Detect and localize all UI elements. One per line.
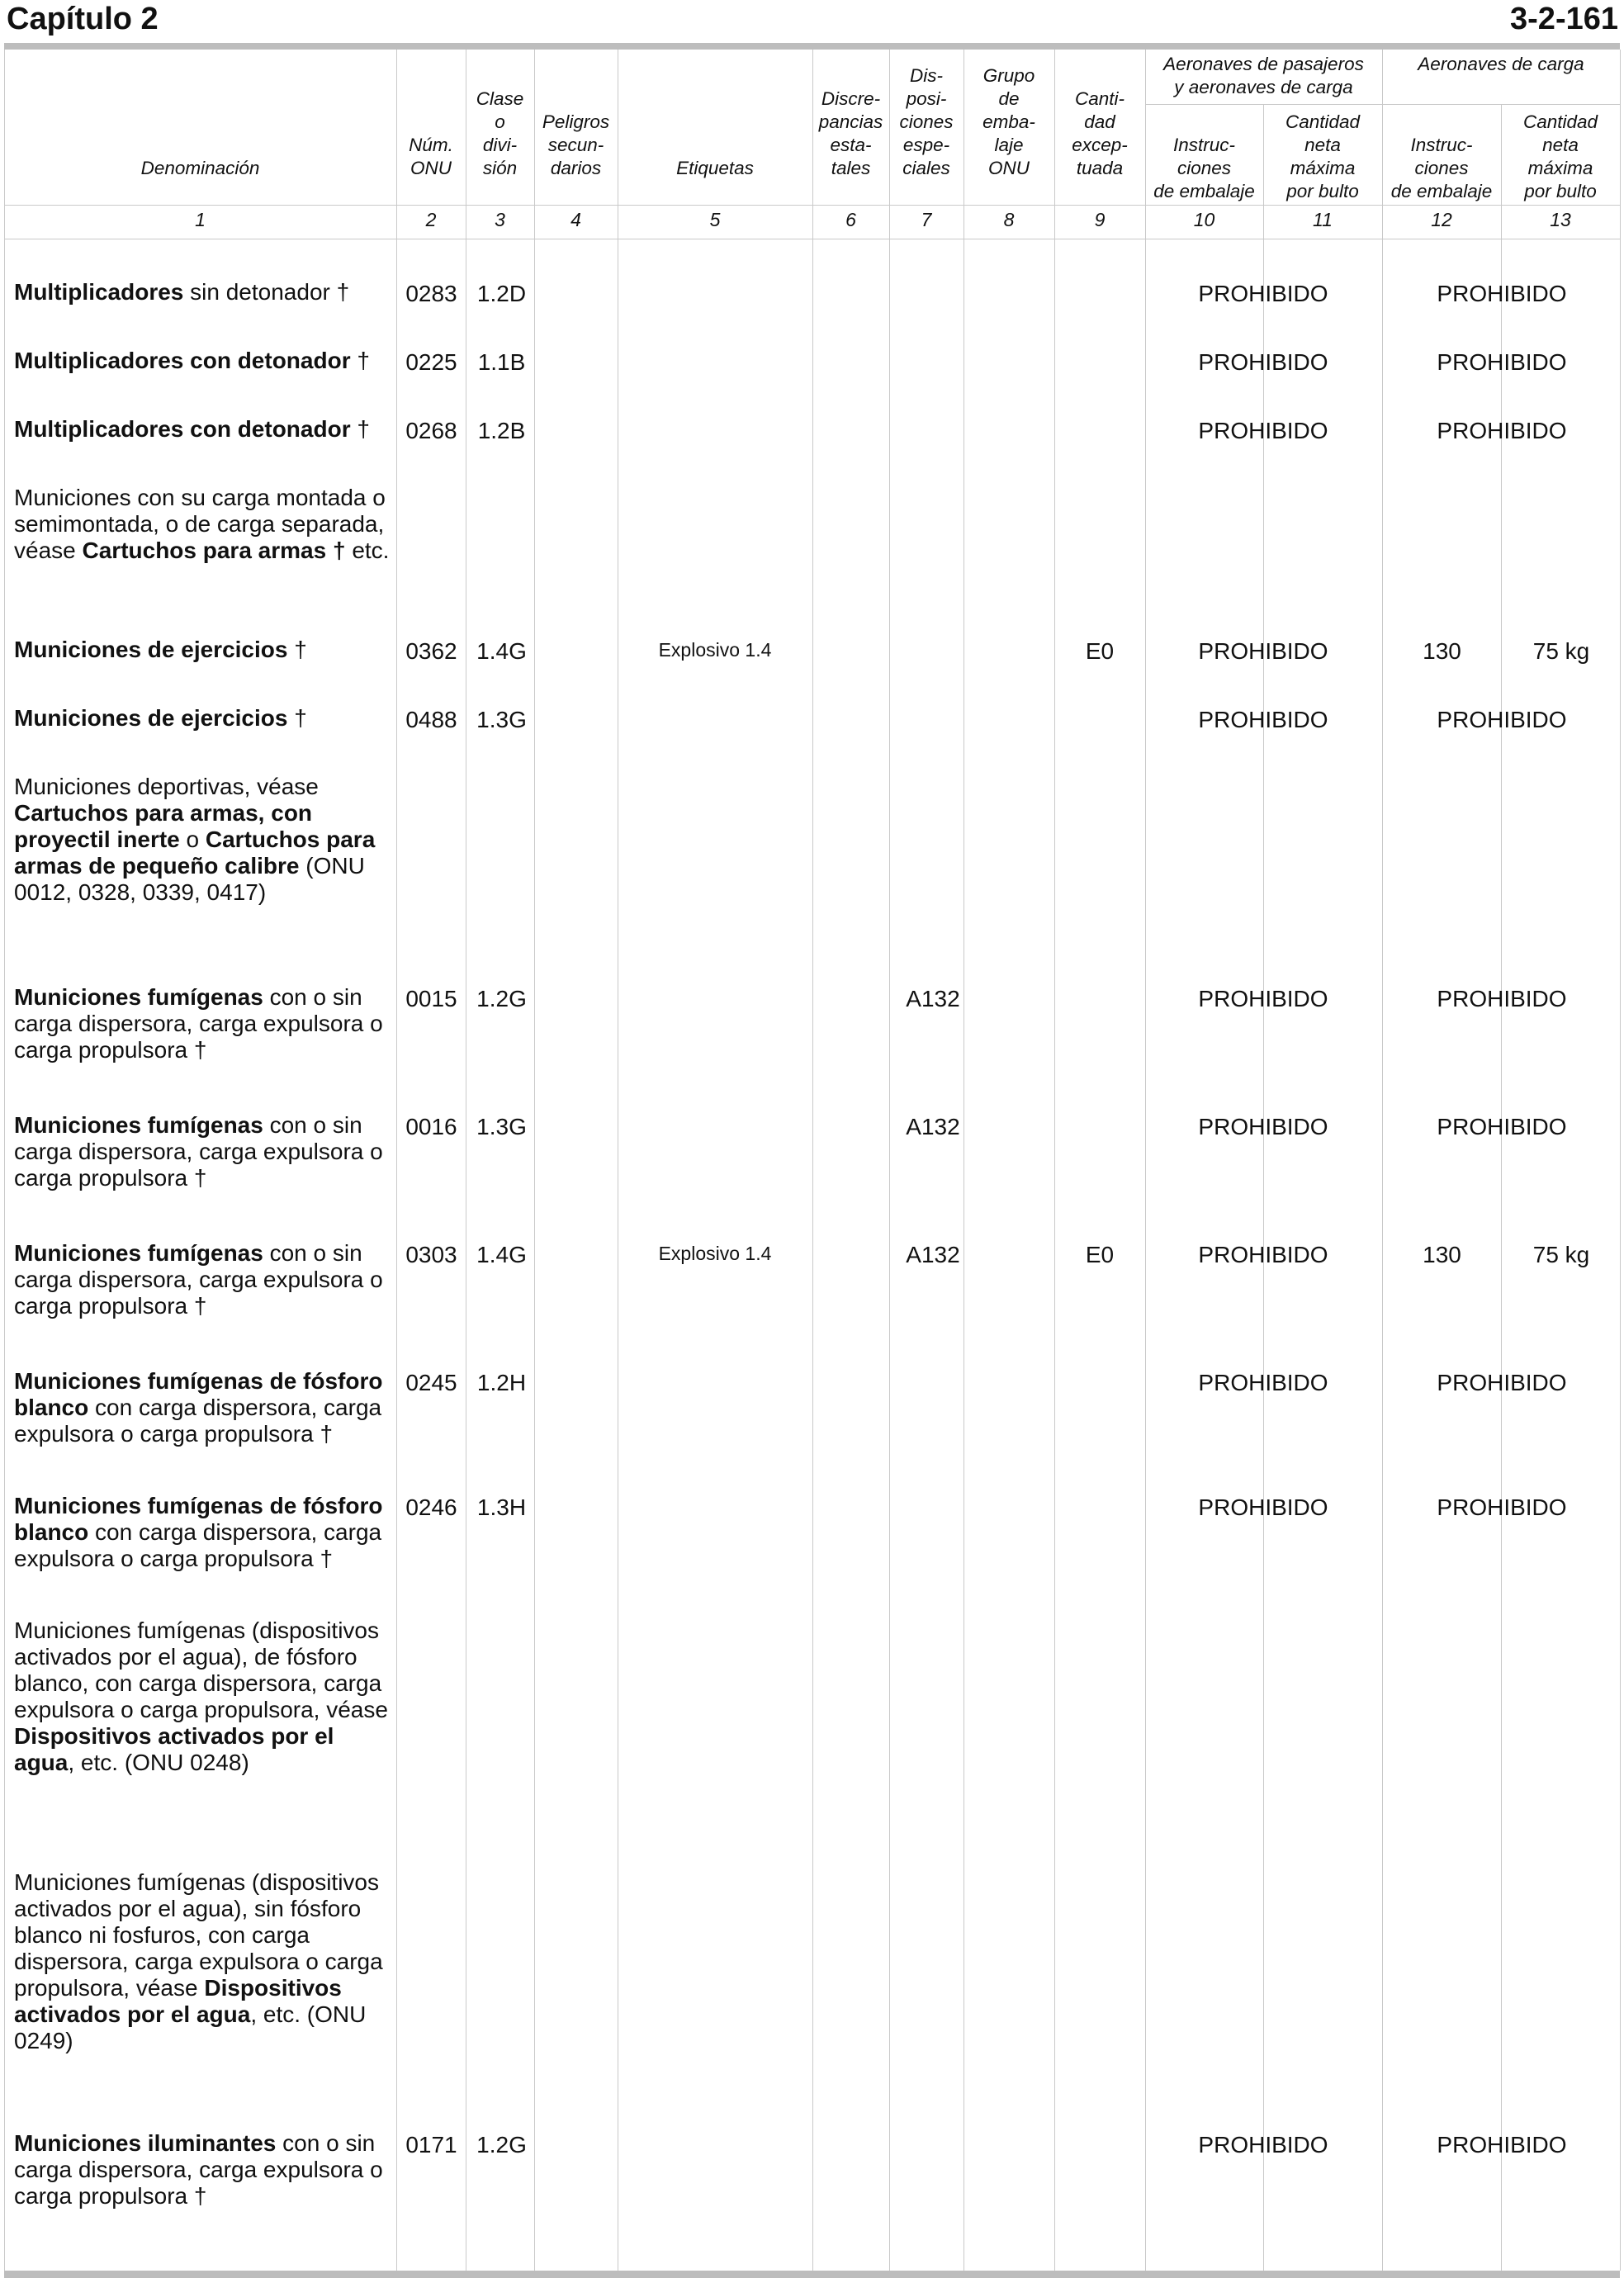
col-header-cantidad-neta: Cantidad neta máxima por bulto: [1285, 111, 1361, 201]
pax-packing-cell: PROHIBIDO: [1198, 1114, 1328, 1139]
special-provisions-cell: A132: [906, 1242, 960, 1267]
pax-packing-cell: PROHIBIDO: [1198, 2132, 1328, 2157]
grid-line: [1620, 50, 1621, 2271]
col-number: 9: [1094, 209, 1106, 230]
denomination-bold-text: Multiplicadores con detonador: [14, 348, 351, 373]
class-division-cell: 1.1B: [477, 349, 526, 375]
class-division-cell: 1.4G: [476, 1242, 527, 1267]
denomination-cell: [14, 1368, 394, 1447]
col-header-cantidad-exceptuada: Canti- dad excep- tuada: [1072, 88, 1128, 178]
cao-max-quantity-cell: 75 kg: [1532, 638, 1590, 664]
denomination-text: con o sin carga dispersora, carga expulsora o carga propulsora †: [14, 1112, 383, 1191]
un-number-cell: 0246: [405, 1494, 457, 1520]
denomination-bold-text: Municiones de ejercicios: [14, 705, 288, 731]
denomination-bold-text: Dispositivos activados por el agua: [14, 1723, 334, 1775]
pax-packing-cell: PROHIBIDO: [1198, 986, 1328, 1011]
special-provisions-cell: A132: [906, 1114, 960, 1139]
denomination-text: o: [179, 827, 206, 852]
col-number: 6: [845, 209, 856, 230]
denomination-cell: [14, 774, 394, 906]
pax-packing-cell: PROHIBIDO: [1198, 418, 1328, 443]
col-number: 13: [1550, 209, 1571, 230]
denomination-cell: [14, 348, 394, 374]
col-number: 2: [425, 209, 437, 230]
cao-packing-cell: PROHIBIDO: [1437, 986, 1567, 1011]
denomination-bold-text: Municiones fumígenas de fósforo blanco: [14, 1368, 383, 1420]
denomination-text: Municiones fumígenas (dispositivos activados por el agua), de fósforo blanco, con carga dispersora, carga expulsora o carga propulsora, véase: [14, 1618, 388, 1722]
denomination-bold-text: Dispositivos activados por el agua: [14, 1975, 342, 2027]
col-number: 3: [495, 209, 505, 230]
class-division-cell: 1.4G: [476, 638, 527, 664]
class-division-cell: 1.3H: [476, 1494, 527, 1520]
un-number-cell: 0303: [405, 1242, 457, 1267]
denomination-text: Municiones con su carga montada o semimontada, o de carga separada, véase: [14, 485, 386, 563]
class-division-cell: 1.2G: [476, 986, 527, 1011]
denomination-text: con carga dispersora, carga expulsora o carga propulsora †: [14, 1395, 382, 1447]
denomination-text: con carga dispersora, carga expulsora o carga propulsora †: [14, 1519, 382, 1571]
class-division-cell: 1.3G: [476, 707, 527, 732]
denomination-bold-text: Multiplicadores: [14, 279, 184, 305]
pax-packing-cell: PROHIBIDO: [1198, 1370, 1328, 1395]
un-number-cell: 0015: [405, 986, 457, 1011]
cao-packing-cell: PROHIBIDO: [1437, 281, 1567, 306]
label-cell: Explosivo 1.4: [658, 1243, 772, 1264]
un-number-cell: 0268: [405, 418, 457, 443]
denomination-bold-text: Municiones iluminantes: [14, 2130, 277, 2156]
denomination-text: †: [350, 416, 370, 442]
denomination-cell: [14, 1493, 394, 1572]
denomination-cell: [14, 416, 394, 443]
denomination-text: sin detonador †: [183, 279, 350, 305]
bottom-rule: [4, 2271, 1620, 2278]
cao-packing-instruction-cell: 130: [1423, 638, 1461, 664]
page-header: [0, 0, 1624, 41]
grid-line: [396, 50, 397, 2271]
denomination-cell: [14, 705, 394, 732]
col-header-num-onu: Núm. ONU: [409, 135, 453, 178]
denomination-text: etc.: [345, 538, 390, 563]
col-number: 12: [1431, 209, 1452, 230]
cao-packing-cell: PROHIBIDO: [1437, 1494, 1567, 1520]
col-header-grupo: Grupo de emba- laje ONU: [982, 65, 1035, 178]
denomination-bold-text: Municiones fumígenas: [14, 984, 263, 1010]
cao-max-quantity-cell: 75 kg: [1532, 1242, 1590, 1267]
pax-packing-cell: PROHIBIDO: [1198, 707, 1328, 732]
un-number-cell: 0245: [405, 1370, 457, 1395]
top-rule: [4, 43, 1620, 50]
pax-packing-cell: PROHIBIDO: [1198, 349, 1328, 375]
denomination-cell: [14, 2130, 394, 2210]
denomination-text: con o sin carga dispersora, carga expulsora o carga propulsora †: [14, 984, 383, 1063]
un-number-cell: 0171: [405, 2132, 457, 2157]
denomination-text: , etc. (ONU 0248): [68, 1750, 249, 1775]
page-number: 3-2-161: [1510, 2, 1618, 36]
pax-packing-cell: PROHIBIDO: [1198, 1494, 1328, 1520]
cao-packing-instruction-cell: 130: [1423, 1242, 1461, 1267]
un-number-cell: 0362: [405, 638, 457, 664]
denomination-text: con o sin carga dispersora, carga expulsora o carga propulsora †: [14, 2130, 383, 2209]
denomination-bold-text: Municiones fumígenas: [14, 1112, 263, 1138]
col-header-clase: Clase o divi- sión: [476, 88, 524, 178]
denomination-cell: [14, 1240, 394, 1319]
denomination-bold-text: Multiplicadores con detonador: [14, 416, 351, 442]
denomination-cell: [14, 637, 394, 663]
denomination-bold-text: Municiones fumígenas: [14, 1240, 263, 1266]
grid-line: [534, 50, 535, 2271]
denomination-cell: [14, 1618, 394, 1776]
denomination-cell: [14, 1869, 394, 2054]
col-number: 4: [571, 209, 581, 230]
cao-packing-cell: PROHIBIDO: [1437, 707, 1567, 732]
un-number-cell: 0283: [405, 281, 457, 306]
cao-packing-cell: PROHIBIDO: [1437, 418, 1567, 443]
col-number: 8: [1003, 209, 1015, 230]
denomination-bold-text: Cartuchos para armas †: [82, 538, 346, 563]
special-provisions-cell: A132: [906, 986, 960, 1011]
denomination-bold-text: Cartuchos para armas de pequeño calibre: [14, 827, 376, 879]
class-division-cell: 1.3G: [476, 1114, 527, 1139]
class-division-cell: 1.2D: [476, 281, 527, 306]
grid-line: [4, 205, 1621, 206]
denomination-text: Municiones deportivas, véase: [14, 774, 319, 799]
pax-packing-cell: PROHIBIDO: [1198, 1242, 1328, 1267]
denomination-bold-text: Cartuchos para armas, con proyectil inerte: [14, 800, 313, 852]
cao-packing-cell: PROHIBIDO: [1437, 1114, 1567, 1139]
excepted-quantity-cell: E0: [1085, 1242, 1115, 1267]
col-header-peligros: Peligros secun- darios: [542, 111, 610, 178]
denomination-text: †: [350, 348, 370, 373]
denomination-bold-text: Municiones de ejercicios: [14, 637, 288, 662]
un-number-cell: 0488: [405, 707, 457, 732]
grid-line: [1382, 50, 1383, 2271]
denomination-text: (ONU 0012, 0328, 0339, 0417): [14, 853, 365, 905]
denomination-text: †: [287, 637, 307, 662]
label-cell: Explosivo 1.4: [658, 639, 772, 661]
grid-line: [889, 50, 890, 2271]
excepted-quantity-cell: E0: [1085, 638, 1115, 664]
pax-packing-cell: PROHIBIDO: [1198, 281, 1328, 306]
col-header-instrucciones-cao: Instruc- ciones de embalaje: [1390, 135, 1493, 201]
pax-packing-cell: PROHIBIDO: [1198, 638, 1328, 664]
denomination-text: Municiones fumígenas (dispositivos activados por el agua), sin fósforo blanco ni fosfuros, con carga dispersora, carga expulsora o carga propulsora, véase: [14, 1869, 383, 2001]
un-number-cell: 0016: [405, 1114, 457, 1139]
col-header-disposiciones: Dis- posi- ciones espe- ciales: [899, 65, 954, 178]
col-number: 10: [1193, 209, 1215, 230]
col-header-cantidad-neta-cao: Cantidad neta máxima por bulto: [1522, 111, 1598, 201]
denomination-cell: [14, 1112, 394, 1191]
chapter-title: Capítulo 2: [7, 2, 159, 36]
col-header-pax-group: Aeronaves de pasajeros y aeronaves de carga: [1163, 54, 1364, 97]
col-header-denominacion: Denominación: [140, 158, 260, 178]
col-number: 5: [709, 209, 721, 230]
grid-line: [1054, 50, 1055, 2271]
denomination-cell: [14, 279, 394, 306]
denomination-text: †: [287, 705, 307, 731]
denomination-text: con o sin carga dispersora, carga expulsora o carga propulsora †: [14, 1240, 383, 1319]
denomination-bold-text: Municiones fumígenas de fósforo blanco: [14, 1493, 383, 1545]
grid-line: [1145, 50, 1146, 2271]
col-number: 7: [921, 209, 932, 230]
cao-packing-cell: PROHIBIDO: [1437, 349, 1567, 375]
col-header-instrucciones: Instruc- ciones de embalaje: [1153, 135, 1255, 201]
un-number-cell: 0225: [405, 349, 457, 375]
grid-line: [812, 50, 813, 2271]
grid-line: [4, 50, 5, 2271]
cao-packing-cell: PROHIBIDO: [1437, 1370, 1567, 1395]
col-number: 11: [1313, 209, 1333, 230]
class-division-cell: 1.2H: [476, 1370, 527, 1395]
col-header-discrepancias: Discre- pancias esta- tales: [818, 88, 883, 178]
col-number: 1: [195, 209, 206, 230]
cao-packing-cell: PROHIBIDO: [1437, 2132, 1567, 2157]
col-header-etiquetas: Etiquetas: [676, 158, 754, 178]
denomination-text: , etc. (ONU 0249): [14, 2001, 367, 2053]
denomination-cell: [14, 984, 394, 1063]
denomination-cell: [14, 485, 394, 564]
class-division-cell: 1.2G: [476, 2132, 527, 2157]
col-header-cao-group: Aeronaves de carga: [1418, 54, 1584, 74]
class-division-cell: 1.2B: [477, 418, 526, 443]
